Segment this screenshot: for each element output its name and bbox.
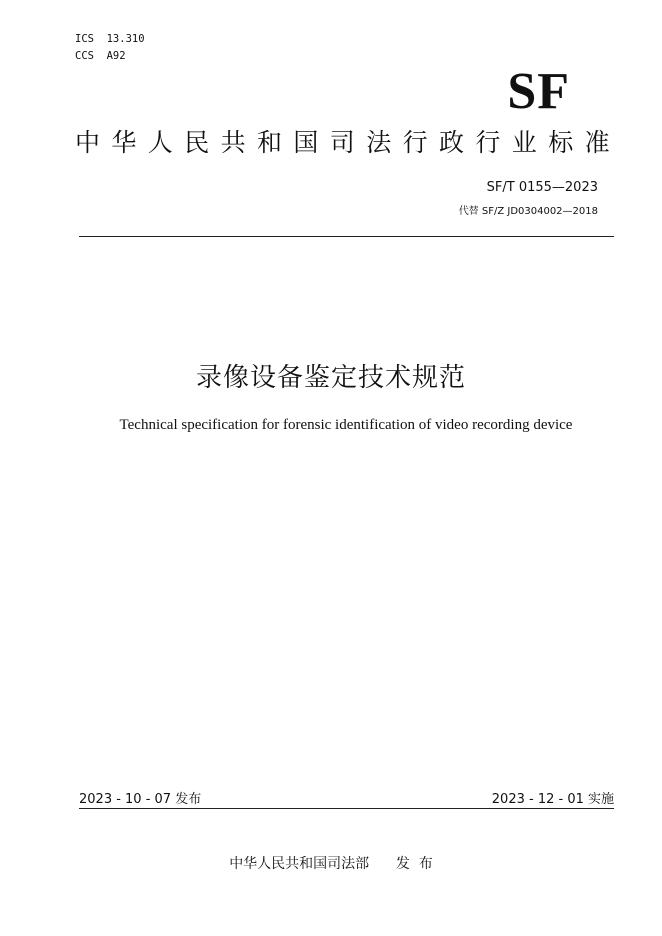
document-title-zh: 录像设备鉴定技术规范 bbox=[195, 363, 466, 393]
replaces-standard: 代替 SF/Z JD0304002—2018 bbox=[458, 206, 598, 217]
ccs-code: CCS A92 bbox=[75, 50, 126, 62]
issue-date: 2023 - 10 - 07 发布 bbox=[79, 792, 202, 807]
standard-number: SF/T 0155—2023 bbox=[486, 180, 598, 195]
document-title-en: Technical specification for forensic identification of video recording device bbox=[119, 417, 573, 433]
publisher: 中华人民共和国司法部 发 布 bbox=[229, 856, 433, 872]
bottom-divider bbox=[79, 808, 614, 809]
standard-category-title: 中华人民共和国司法行政行业标准 bbox=[75, 128, 622, 157]
ics-code: ICS 13.310 bbox=[75, 33, 145, 45]
top-divider bbox=[79, 236, 614, 237]
sf-logo: SF bbox=[507, 63, 570, 120]
implementation-date: 2023 - 12 - 01 实施 bbox=[491, 792, 614, 807]
